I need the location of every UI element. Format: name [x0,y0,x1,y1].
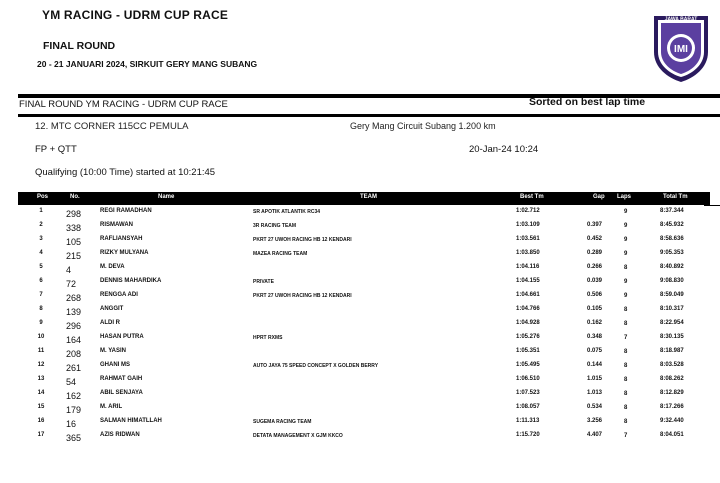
name-cell: RIZKY MULYANA [100,250,149,256]
gap-cell: 4.407 [586,432,602,438]
gap-cell: 0.289 [586,250,602,256]
name-cell: RISMAWAN [100,222,133,228]
best-time-cell: 1:15.720 [516,432,540,438]
best-time-cell: 1:04.155 [516,278,540,284]
best-time-cell: 1:06.510 [516,376,540,382]
laps-cell: 8 [624,265,628,271]
pos-cell: 12 [37,362,45,368]
gap-cell: 0.144 [586,362,602,368]
pos-cell: 15 [37,404,45,410]
middle-rule [18,114,720,117]
round-label: FINAL ROUND [43,40,116,52]
logo-text: JAWA BARAT [664,16,698,23]
team-cell: PKRT 27 UWOH RACING HB 12 KENDARI [253,237,352,243]
laps-cell: 8 [624,405,628,411]
name-cell: RAHMAT GAIH [100,376,143,382]
name-cell: ABIL SENJAYA [100,390,143,396]
total-time-cell: 8:10.317 [660,306,684,312]
table-row [18,348,710,362]
table-row [18,222,710,236]
team-cell: SUGEMA RACING TEAM [253,419,312,425]
event-title: YM RACING - UDRM CUP RACE [42,8,229,22]
name-cell: M. YASIN [100,348,127,354]
header-no: No. [70,194,80,200]
gap-cell: 1.013 [586,390,602,396]
number-cell: 105 [66,237,82,247]
pos-cell: 4 [39,250,43,256]
best-time-cell: 1:05.495 [516,362,540,368]
team-cell: SR APOTIK ATLANTIK RC34 [253,209,321,215]
best-time-cell: 1:07.523 [516,390,540,396]
team-cell: HPRT RXMS [253,335,283,341]
best-time-cell: 1:11.313 [516,418,540,424]
total-time-cell: 8:37.344 [660,208,684,214]
pos-cell: 17 [37,432,45,438]
table-row [18,432,710,446]
header-total: Total Tm [663,194,688,200]
best-time-cell: 1:04.116 [516,264,540,270]
table-row [18,306,710,320]
dates-venue: 20 - 21 JANUARI 2024, SIRKUIT GERY MANG SUBANG [37,59,258,69]
number-cell: 261 [66,363,82,373]
header-name: Name [158,194,175,200]
name-cell: M. DEVA [100,264,125,270]
table-row [18,404,710,418]
best-time-cell: 1:03.109 [516,222,540,228]
pos-cell: 8 [39,306,43,312]
table-row [18,292,710,306]
pos-cell: 5 [39,264,43,270]
sorted-label: Sorted on best lap time [529,96,646,108]
laps-cell: 8 [624,349,628,355]
header-underline [704,205,720,206]
table-row [18,320,710,334]
pos-cell: 3 [39,236,43,242]
total-time-cell: 8:08.262 [660,376,684,382]
pos-cell: 1 [39,208,43,214]
best-time-cell: 1:03.561 [516,236,540,242]
name-cell: M. ARIL [100,404,123,410]
total-time-cell: 9:05.353 [660,250,684,256]
total-time-cell: 8:04.051 [660,432,684,438]
best-time-cell: 1:04.766 [516,306,540,312]
laps-cell: 8 [624,391,628,397]
best-time-cell: 1:05.351 [516,348,540,354]
number-cell: 338 [66,223,82,233]
total-time-cell: 9:08.830 [660,278,684,284]
gap-cell: 0.348 [586,334,602,340]
best-time-cell: 1:04.928 [516,320,540,326]
report-title: FINAL ROUND YM RACING - UDRM CUP RACE [19,99,228,110]
header-gap: Gap [593,194,605,200]
laps-cell: 7 [624,335,628,341]
pos-cell: 6 [39,278,43,284]
number-cell: 298 [66,209,82,219]
gap-cell: 0.105 [586,306,602,312]
name-cell: AZIS RIDWAN [100,432,140,438]
laps-cell: 9 [624,237,628,243]
header-laps: Laps [617,194,632,200]
name-cell: ALDI R [100,320,120,326]
session-label: FP + QTT [35,144,77,155]
laps-cell: 8 [624,321,628,327]
pos-cell: 10 [37,334,45,340]
name-cell: SALMAN HIMATLLAH [100,418,162,424]
table-row [18,236,710,250]
pos-cell: 13 [37,376,45,382]
total-time-cell: 8:59.049 [660,292,684,298]
number-cell: 4 [66,265,72,275]
header-best: Best Tm [520,194,544,200]
team-cell: PRIVATE [253,279,274,285]
table-row [18,208,710,222]
gap-cell: 0.506 [586,292,602,298]
table-row [18,418,710,432]
laps-cell: 9 [624,279,628,285]
gap-cell: 0.162 [586,320,602,326]
name-cell: RAFLIANSYAH [100,236,143,242]
table-row [18,264,710,278]
number-cell: 296 [66,321,82,331]
pos-cell: 9 [39,320,43,326]
number-cell: 16 [66,419,77,429]
number-cell: 162 [66,391,82,401]
gap-cell: 0.075 [586,348,602,354]
session-date: 20-Jan-24 10:24 [469,144,539,155]
number-cell: 164 [66,335,82,345]
best-time-cell: 1:04.661 [516,292,540,298]
logo-initials: IMI [674,44,688,55]
header-pos: Pos [37,194,49,200]
laps-cell: 9 [624,251,628,257]
table-row [18,390,710,404]
table-row [18,250,710,264]
table-row [18,278,710,292]
table-row [18,376,710,390]
circuit-label: Gery Mang Circuit Subang 1.200 km [350,121,496,131]
name-cell: RENGGA ADI [100,292,138,298]
gap-cell: 0.039 [586,278,602,284]
pos-cell: 7 [39,292,43,298]
total-time-cell: 8:18.987 [660,348,684,354]
team-cell: AUTO JAYA 75 SPEED CONCEPT X GOLDEN BERRY [253,363,379,369]
best-time-cell: 1:05.276 [516,334,540,340]
total-time-cell: 8:40.892 [660,264,684,270]
best-time-cell: 1:08.057 [516,404,540,410]
team-cell: DETATA MANAGEMENT X GJM KKCO [253,433,343,439]
gap-cell: 1.015 [586,376,602,382]
table-row [18,334,710,348]
total-time-cell: 8:12.829 [660,390,684,396]
gap-cell: 0.452 [586,236,602,242]
best-time-cell: 1:03.850 [516,250,540,256]
best-time-cell: 1:02.712 [516,208,540,214]
gap-cell: 0.397 [586,222,602,228]
team-cell: MAZEA RACING TEAM [253,251,308,257]
laps-cell: 8 [624,377,628,383]
gap-cell: 3.256 [586,418,602,424]
total-time-cell: 8:45.932 [660,222,684,228]
number-cell: 215 [66,251,82,261]
total-time-cell: 8:58.636 [660,236,684,242]
team-cell: PKRT 27 UWOH RACING HB 12 KENDARI [253,293,352,299]
laps-cell: 9 [624,293,628,299]
header-team: TEAM [360,194,377,200]
gap-cell: 0.266 [586,264,602,270]
number-cell: 179 [66,405,82,415]
number-cell: 208 [66,349,82,359]
total-time-cell: 9:32.440 [660,418,684,424]
number-cell: 72 [66,279,77,289]
table-row [18,362,710,376]
laps-cell: 9 [624,223,628,229]
number-cell: 139 [66,307,82,317]
total-time-cell: 8:22.954 [660,320,684,326]
qualifying-note: Qualifying (10:00 Time) started at 10:21:45 [35,167,216,178]
pos-cell: 14 [37,390,45,396]
imi-jawa-barat-logo [650,12,712,84]
class-label: 12. MTC CORNER 115CC PEMULA [35,121,189,132]
table-header [18,192,710,205]
name-cell: DENNIS MAHARDIKA [100,278,162,284]
laps-cell: 9 [624,209,628,215]
pos-cell: 16 [37,418,45,424]
pos-cell: 11 [37,348,45,354]
laps-cell: 8 [624,419,628,425]
name-cell: REGI RAMADHAN [100,208,152,214]
name-cell: ANGGIT [100,306,124,312]
number-cell: 365 [66,433,82,443]
number-cell: 268 [66,293,82,303]
gap-cell: 0.534 [586,404,602,410]
laps-cell: 7 [624,433,628,439]
laps-cell: 8 [624,307,628,313]
name-cell: HASAN PUTRA [100,334,144,340]
total-time-cell: 8:30.135 [660,334,684,340]
total-time-cell: 8:03.528 [660,362,684,368]
team-cell: 3R RACING TEAM [253,223,297,229]
name-cell: GHANI MS [100,362,130,368]
total-time-cell: 8:17.266 [660,404,684,410]
pos-cell: 2 [39,222,43,228]
laps-cell: 8 [624,363,628,369]
number-cell: 54 [66,377,77,387]
